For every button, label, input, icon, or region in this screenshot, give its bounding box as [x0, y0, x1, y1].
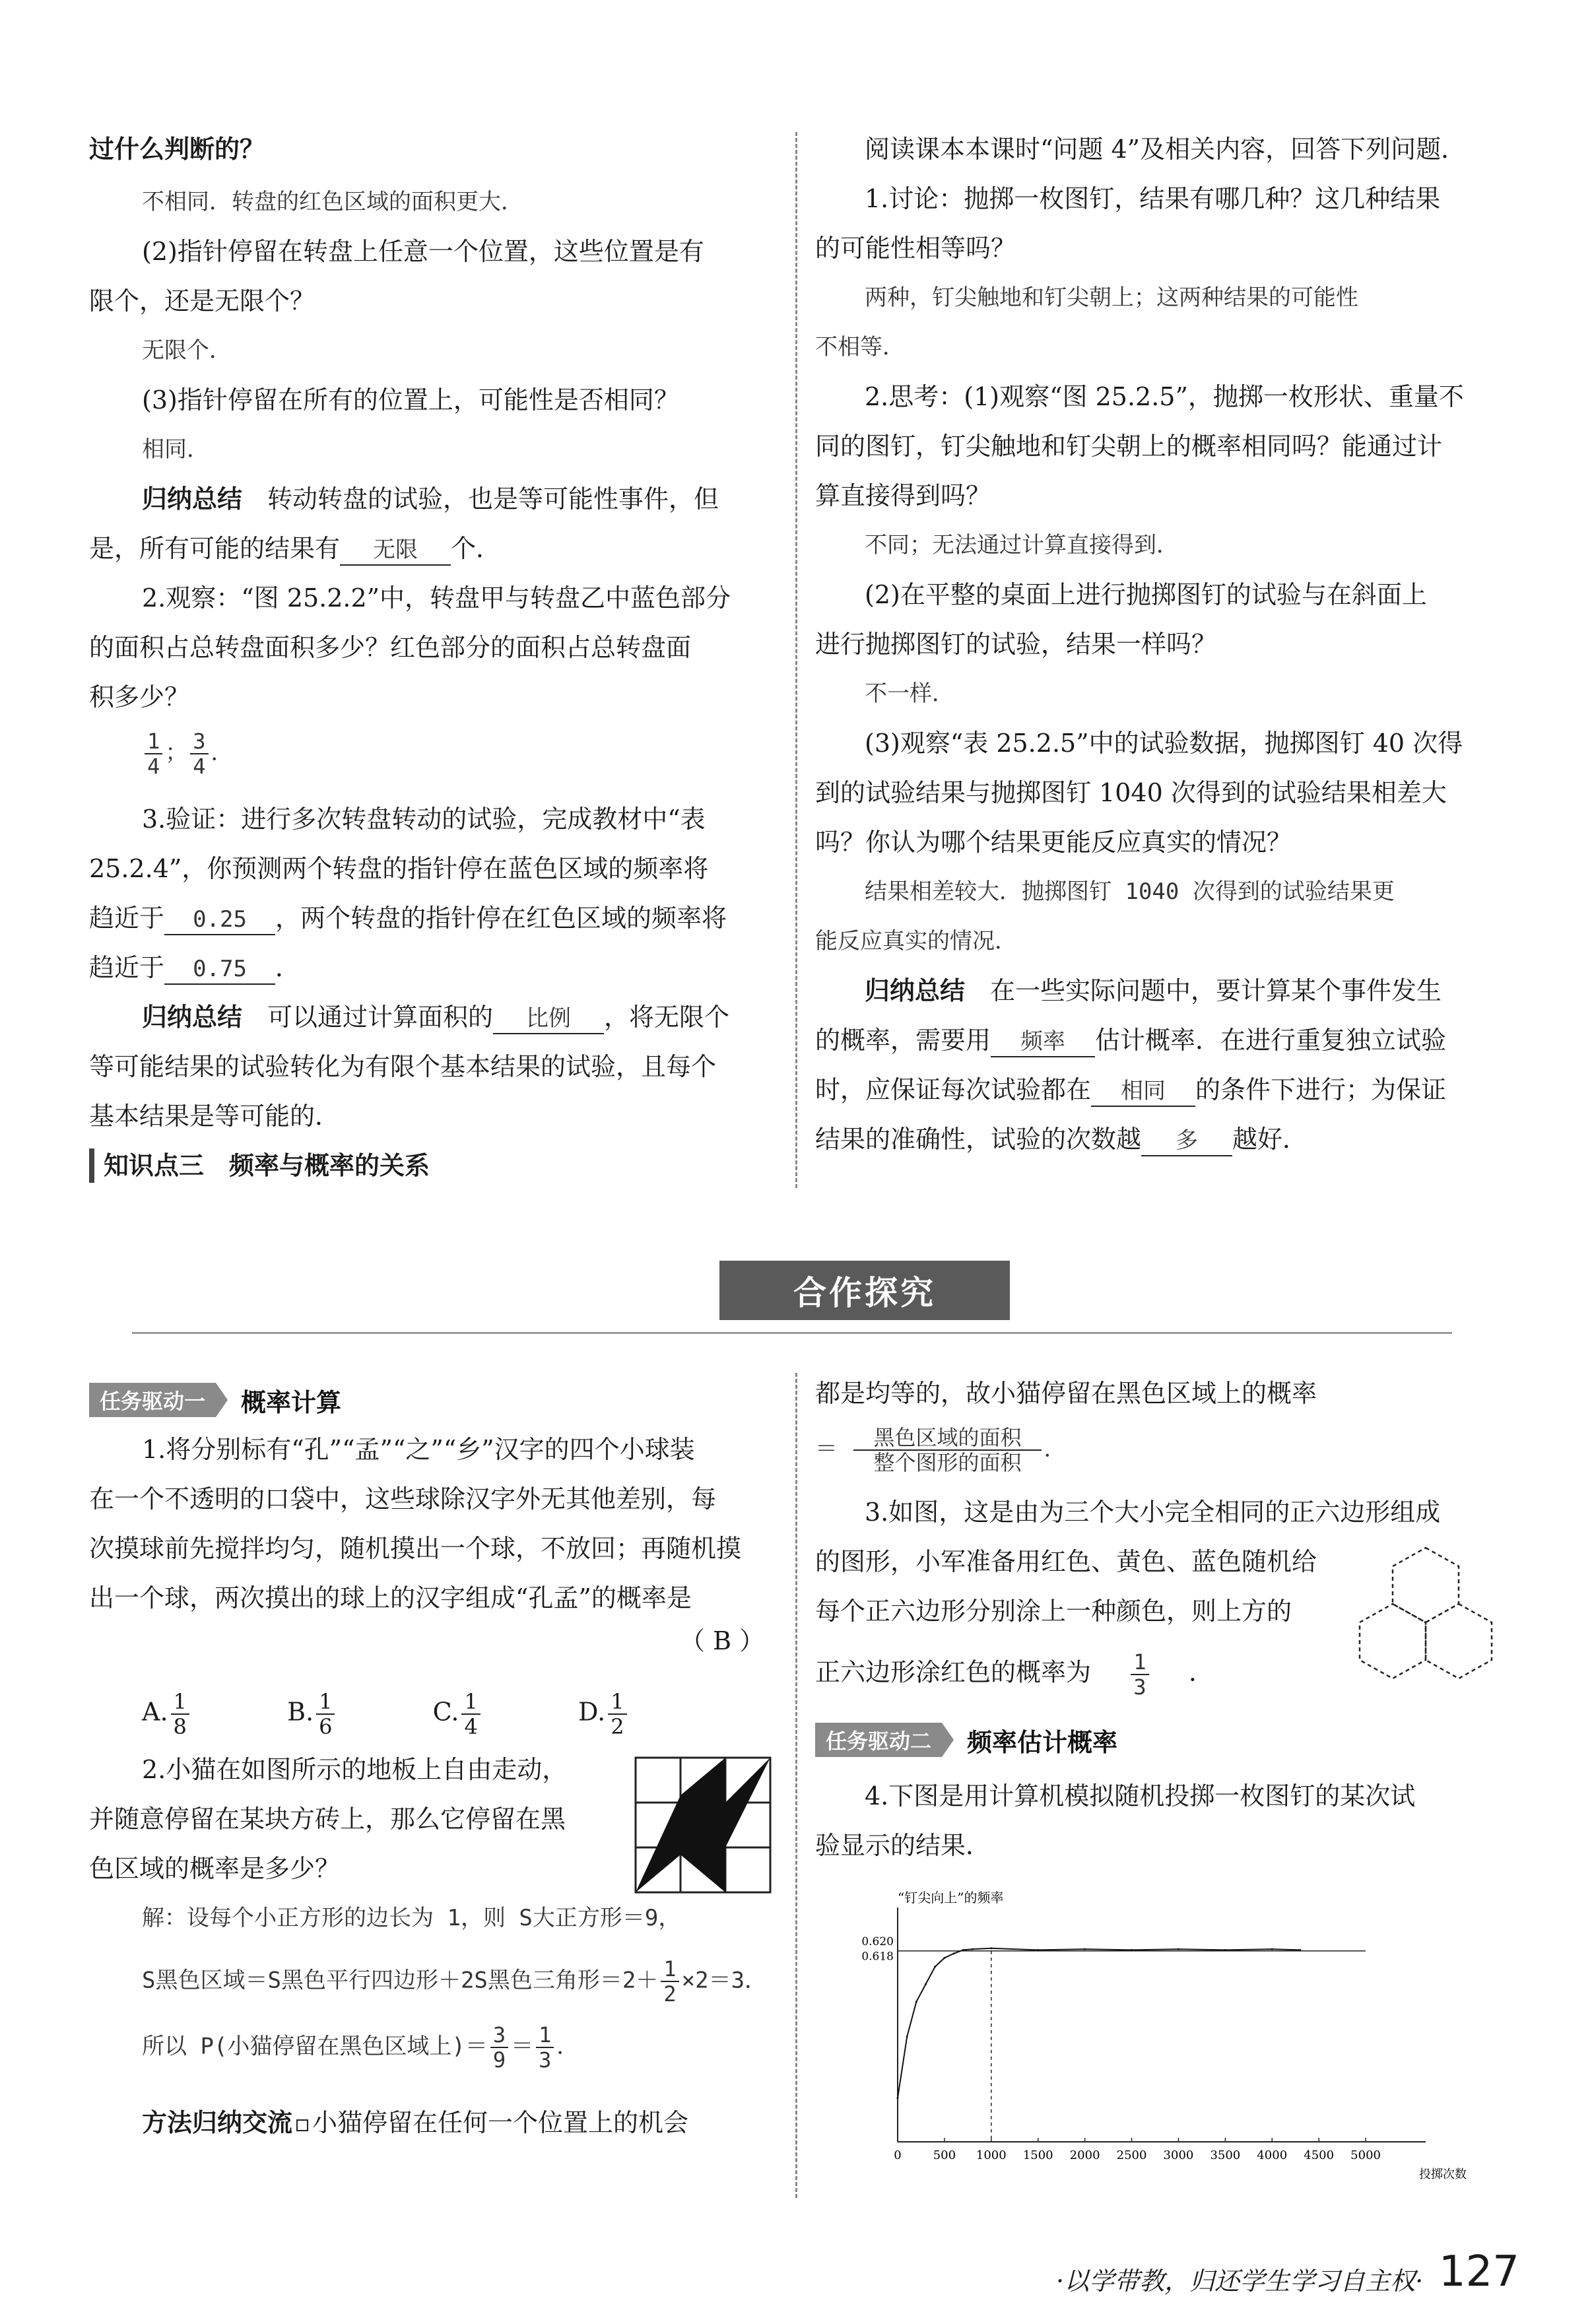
section-banner: 合作探究 — [719, 1261, 1010, 1320]
summary-label: 归纳总结 — [142, 484, 243, 514]
question-line: 到的试验结果与抛掷图钉 1040 次得到的试验结果相差大 — [815, 778, 1447, 807]
text-line: 阅读课本本课时“问题 4”及相关内容，回答下列问题． — [865, 135, 1467, 164]
option-label: B. — [287, 1697, 314, 1727]
x-tick-label: 2000 — [1069, 2148, 1100, 2162]
fraction: $\frac{3}{4}$ — [190, 729, 208, 778]
fraction: $\frac{\text{黑色区域的面积}}{\text{整个图形的面积}}$ — [853, 1426, 1041, 1475]
solution-line: 所以 P(小猫停留在黑色区域上)＝ $\frac{3}{9}$ ＝ $\frac{1}{3}$ ． — [142, 2022, 580, 2073]
hexagon-top — [1393, 1548, 1459, 1622]
question-line: 4.下图是用计算机模拟随机投掷一枚图钉的某次试 — [865, 1781, 1416, 1810]
data-point — [962, 1949, 964, 1951]
fraction: $\frac{1}{4}$ — [145, 729, 162, 778]
fraction-answer: ＝ $\frac{\text{黑色区域的面积}}{\text{整个图形的面积}}$ ． — [815, 1425, 1067, 1475]
question-line: 吗？你认为哪个结果更能反应真实的情况？ — [815, 828, 1292, 857]
fill-blank: 相同 — [1091, 1077, 1195, 1107]
task-title: 频率估计概率 — [967, 1727, 1118, 1757]
task-tag-1 — [89, 1383, 341, 1417]
data-point — [897, 2097, 899, 2099]
data-point — [925, 1983, 927, 1985]
question-line: 2.思考：(1)观察“图 25.2.5”，抛掷一枚形状、重量不 — [865, 382, 1464, 411]
method-text: 小猫停留在任何一个位置上的机会 — [312, 2108, 689, 2137]
data-point — [1131, 1949, 1133, 1951]
answer-text: 不同；无法通过计算直接得到． — [865, 532, 1179, 558]
task-title: 概率计算 — [241, 1387, 342, 1417]
question-line: (3)观察“表 25.2.5”中的试验数据，抛掷图钉 40 次得 — [865, 729, 1463, 758]
x-tick-label: 1000 — [976, 2148, 1007, 2162]
fraction: $\frac{3}{9}$ — [490, 2023, 508, 2072]
answer-text: 不相同．转盘的红色区域的面积更大． — [142, 189, 523, 215]
x-tick-label: 3500 — [1210, 2148, 1241, 2162]
hexagon-left — [1360, 1604, 1426, 1678]
banner-rule — [132, 1332, 1452, 1334]
fill-blank: 比例 — [493, 1004, 604, 1034]
summary-line: 的概率，需要用 频率 估计概率．在进行重复独立试验 — [815, 1023, 1446, 1057]
tag-arrow-icon — [942, 1723, 954, 1757]
tag-arrow-icon — [216, 1383, 228, 1417]
options-row — [142, 1690, 630, 1739]
column-divider-bottom — [795, 1373, 797, 2198]
solution-line: 解：设每个小正方形的边长为 1，则 S大正方形＝9， — [142, 1905, 681, 1931]
summary-line: 基本结果是等可能的． — [89, 1102, 341, 1131]
summary-text: 个． — [451, 534, 502, 563]
question-line: 每个正六边形分别涂上一种颜色，则上方的 — [815, 1597, 1292, 1626]
page-number: 127 — [1438, 2247, 1519, 2296]
fraction: $\frac{1}{3}$ — [1131, 1650, 1148, 1699]
question-line: 趋近于 0.75 ． — [89, 950, 300, 985]
method-label: 方法归纳交流 — [142, 2108, 293, 2137]
question-line: 同的图钉，钉尖触地和钉尖朝上的概率相同吗？能通过计 — [815, 432, 1443, 461]
fill-blank: 频率 — [991, 1027, 1095, 1057]
data-point — [953, 1952, 955, 1954]
question-line: 次摸球前先搅拌均匀，随机摸出一个球，不放回；再随机摸 — [89, 1534, 742, 1563]
question-line: 1.将分别标有“孔”“孟”“之”“乡”汉字的四个小球装 — [142, 1435, 695, 1464]
question-line: 2.观察：“图 25.2.2”中，转盘甲与转盘乙中蓝色部分 — [142, 583, 731, 613]
question-line: 1.讨论：抛掷一枚图钉，结果有哪几种？这几种结果 — [865, 184, 1441, 213]
black-region — [636, 1758, 770, 1892]
summary-text: 是，所有可能的结果有 — [89, 534, 341, 563]
answer-text: 无限个． — [142, 337, 232, 364]
chart-xlabel: 投掷次数 — [1419, 2168, 1467, 2181]
question-line: 3.验证：进行多次转盘转动的试验，完成教材中“表 — [142, 805, 706, 834]
fill-blank: 无限 — [340, 535, 451, 566]
data-point — [1224, 1949, 1226, 1951]
summary-line: 等可能结果的试验转化为有限个基本结果的试验，且每个 — [89, 1052, 717, 1081]
floor-tile-figure — [634, 1756, 772, 1894]
column-divider-top — [795, 132, 797, 1188]
summary-line: 归纳总结 在一些实际问题中，要计算某个事件发生 — [865, 976, 1442, 1005]
frequency-series-line — [898, 1948, 1300, 2098]
question-line: 的图形，小军准备用红色、黄色、蓝色随机给 — [815, 1547, 1317, 1576]
summary-line — [142, 482, 719, 516]
hexagon-right — [1426, 1604, 1492, 1678]
data-point — [990, 1947, 992, 1949]
text-line: 都是均等的，故小猫停留在黑色区域上的概率 — [815, 1379, 1317, 1408]
answer-text: 能反应真实的情况． — [815, 928, 1017, 954]
x-tick-label: 4000 — [1257, 2148, 1288, 2162]
x-tick-label: 2500 — [1116, 2148, 1147, 2162]
knowledge-point-heading: 知识点三 频率与概率的关系 — [89, 1148, 430, 1183]
fraction: $\frac{1}{6}$ — [316, 1690, 335, 1739]
x-tick-label: 4500 — [1304, 2148, 1335, 2162]
question-line: (2)指针停留在转盘上任意一个位置，这些位置是有 — [142, 237, 704, 266]
fill-blank: 多 — [1141, 1126, 1232, 1156]
x-tick-label: 3000 — [1163, 2148, 1194, 2162]
answer-text: 两种，钉尖触地和钉尖朝上；这两种结果的可能性 — [865, 284, 1358, 311]
data-point — [1084, 1948, 1086, 1950]
data-point — [915, 2001, 917, 2003]
text-line: 过什么判断的？ — [89, 134, 265, 164]
question-line: 趋近于 0.25 ，两个转盘的指针停在红色区域的频率将 — [89, 901, 727, 935]
y-tick-label: 0.620 — [861, 1935, 894, 1949]
option-label: A. — [142, 1697, 168, 1727]
summary-label: 归纳总结 — [865, 976, 966, 1005]
summary-line — [89, 531, 501, 566]
question-line: 并随意停留在某块方砖上，那么它停留在黑 — [89, 1805, 566, 1834]
question-line: 25.2.4”，你预测两个转盘的指针停在蓝色区域的频率将 — [89, 854, 709, 883]
frequency-chart — [845, 1888, 1472, 2191]
question-line: (3)指针停留在所有的位置上，可能性是否相同？ — [142, 385, 679, 415]
x-tick-label: 500 — [933, 2148, 956, 2162]
fill-blank: 0.25 — [164, 905, 275, 935]
question-line: 2.小猫在如图所示的地板上自由走动， — [142, 1755, 568, 1784]
hexagon-figure — [1353, 1544, 1498, 1696]
data-point — [1037, 1949, 1039, 1951]
fraction: $\frac{1}{3}$ — [536, 2023, 554, 2072]
data-point — [972, 1948, 974, 1950]
data-point — [906, 2036, 908, 2038]
question-line: 限个，还是无限个？ — [89, 286, 315, 315]
data-point — [1299, 1949, 1301, 1951]
summary-line: 归纳总结 可以通过计算面积的 比例 ，将无限个 — [142, 1000, 729, 1034]
question-line: 在一个不透明的口袋中，这些球除汉字外无其他差别，每 — [89, 1484, 717, 1513]
question-line: 算直接得到吗？ — [815, 481, 991, 510]
method-line — [142, 2106, 688, 2140]
task-tag-label: 任务驱动二 — [815, 1723, 942, 1757]
fraction: $\frac{1}{8}$ — [171, 1690, 189, 1739]
question-line: 的可能性相等吗？ — [815, 234, 1016, 263]
chart-ylabel: “钉尖向上”的频率 — [898, 1890, 1004, 1906]
data-point — [934, 1966, 936, 1968]
fraction-answer: $\frac{1}{4}$ ； $\frac{3}{4}$ ． — [142, 729, 234, 778]
question-line: 的面积占总转盘面积多少？红色部分的面积占总转盘面 — [89, 633, 692, 662]
question-line: 出一个球，两次摸出的球上的汉字组成“孔孟”的概率是 — [89, 1583, 692, 1612]
y-tick-label: 0.618 — [861, 1950, 894, 1964]
summary-line: 时，应保证每次试验都在 相同 的条件下进行；为保证 — [815, 1073, 1446, 1107]
fraction: $\frac{1}{2}$ — [661, 1957, 679, 2006]
question-line: 3.如图，这是由为三个大小完全相同的正六边形组成 — [865, 1498, 1441, 1527]
question-line: 色区域的概率是多少？ — [89, 1854, 341, 1883]
answer-text: 结果相差较大．抛掷图钉 1040 次得到的试验结果更 — [865, 879, 1395, 905]
answer-text: 相同． — [142, 436, 209, 463]
question-line: (2)在平整的桌面上进行抛掷图钉的试验与在斜面上 — [865, 580, 1427, 609]
question-line: 进行抛掷图钉的试验，结果一样吗？ — [815, 630, 1217, 659]
x-tick-label: 1500 — [1022, 2148, 1053, 2162]
question-line: 积多少？ — [89, 682, 190, 712]
fill-blank: 0.75 — [164, 954, 275, 985]
answer-text: 不相等． — [815, 334, 905, 360]
task-tag-2 — [815, 1723, 1117, 1757]
choice-answer: （ B ） — [680, 1626, 765, 1655]
fraction: $\frac{1}{4}$ — [461, 1690, 480, 1739]
data-point — [943, 1957, 945, 1959]
option-label: D. — [578, 1697, 606, 1727]
footer-slogan: ·以学带教，归还学生学习自主权· — [1056, 2267, 1424, 2296]
data-point — [1271, 1948, 1273, 1950]
data-point — [1177, 1948, 1179, 1950]
fraction: $\frac{1}{2}$ — [608, 1690, 626, 1739]
summary-label: 归纳总结 — [142, 1002, 243, 1032]
question-line: 验显示的结果． — [815, 1831, 991, 1860]
solution-line: S黑色区域＝S黑色平行四边形＋2S黑色三角形＝2＋ $\frac{1}{2}$ ×2＝3． — [142, 1956, 768, 2007]
x-tick-label: 0 — [894, 2148, 902, 2162]
summary-line: 结果的准确性，试验的次数越 多 越好． — [815, 1122, 1308, 1156]
answer-text: 不一样． — [865, 681, 954, 707]
task-tag-label: 任务驱动一 — [89, 1383, 216, 1417]
x-tick-label: 5000 — [1350, 2148, 1381, 2162]
option-label: C. — [432, 1697, 459, 1727]
question-line: 正六边形涂红色的概率为 $\frac{1}{3}$ ． — [815, 1649, 1214, 1700]
summary-text: 转动转盘的试验，也是等可能性事件，但 — [267, 484, 719, 514]
